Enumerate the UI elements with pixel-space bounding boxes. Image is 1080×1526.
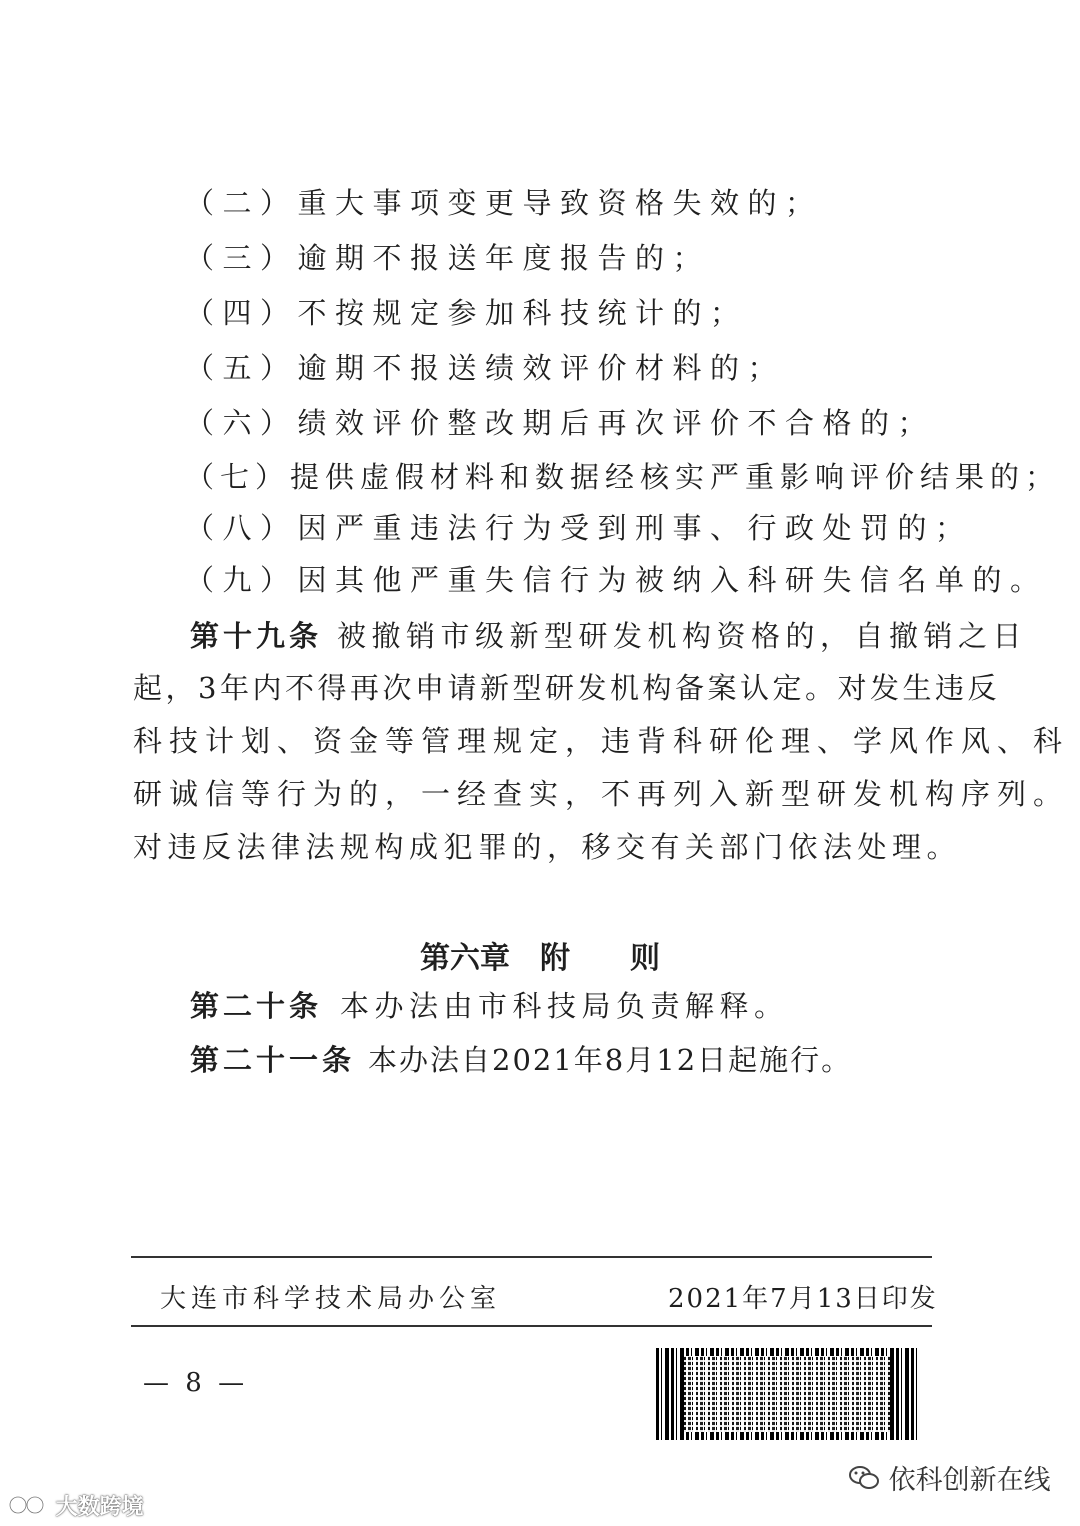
wechat-icon (848, 1464, 880, 1499)
article-heading: 第二十一条 (190, 1043, 356, 1077)
watermark-text: 大数跨境 (55, 1495, 144, 1520)
watermark-text: 依科创新在线 (888, 1465, 1051, 1496)
list-item: （五）逾期不报送绩效评价材料的； (185, 351, 786, 385)
article-heading: 第十九条 (190, 619, 323, 653)
paragraph-line: 科技计划、资金等管理规定，违背科研伦理、学风作风、科 (133, 724, 1070, 758)
list-item: （七）提供虚假材料和数据经核实严重影响评价结果的； (185, 460, 1061, 494)
paragraph-line: 对违反法律法规构成犯罪的，移交有关部门依法处理。 (133, 830, 962, 864)
footer-top-rule (131, 1256, 932, 1258)
paragraph-line: 研诚信等行为的，一经查实，不再列入新型研发机构序列。 (133, 777, 1070, 811)
barcode (656, 1348, 918, 1440)
paragraph-line: 被撤销市级新型研发机构资格的，自撤销之日 (337, 619, 1028, 653)
paragraph-line: 起，3年内不得再次申请新型研发机构备案认定。对发生违反 (133, 671, 1000, 705)
list-item: （三）逾期不报送年度报告的； (185, 241, 711, 275)
list-item: （八）因严重违法行为受到刑事、行政处罚的； (185, 511, 973, 545)
paragraph-line: 本办法自2021年8月12日起施行。 (368, 1043, 853, 1077)
brand-logo-icon (8, 1494, 48, 1522)
article-heading: 第二十条 (190, 989, 323, 1023)
watermark-brand (8, 1490, 144, 1522)
chapter-title: 第六章 附 则 (420, 941, 660, 976)
issue-date: 2021年7月13日印发 (668, 1284, 938, 1314)
footer-bottom-rule (131, 1325, 932, 1327)
list-item: （九）因其他严重失信行为被纳入科研失信名单的。 (185, 563, 1048, 597)
page-number: — 8 — (143, 1368, 249, 1398)
watermark-wechat (848, 1458, 1051, 1499)
paragraph-line: 本办法由市科技局负责解释。 (340, 989, 789, 1023)
issuer-name: 大连市科学技术局办公室 (160, 1284, 502, 1314)
list-item: （六）绩效评价整改期后再次评价不合格的； (185, 406, 936, 440)
list-item: （四）不按规定参加科技统计的； (185, 296, 748, 330)
list-item: （二）重大事项变更导致资格失效的； (185, 186, 823, 220)
